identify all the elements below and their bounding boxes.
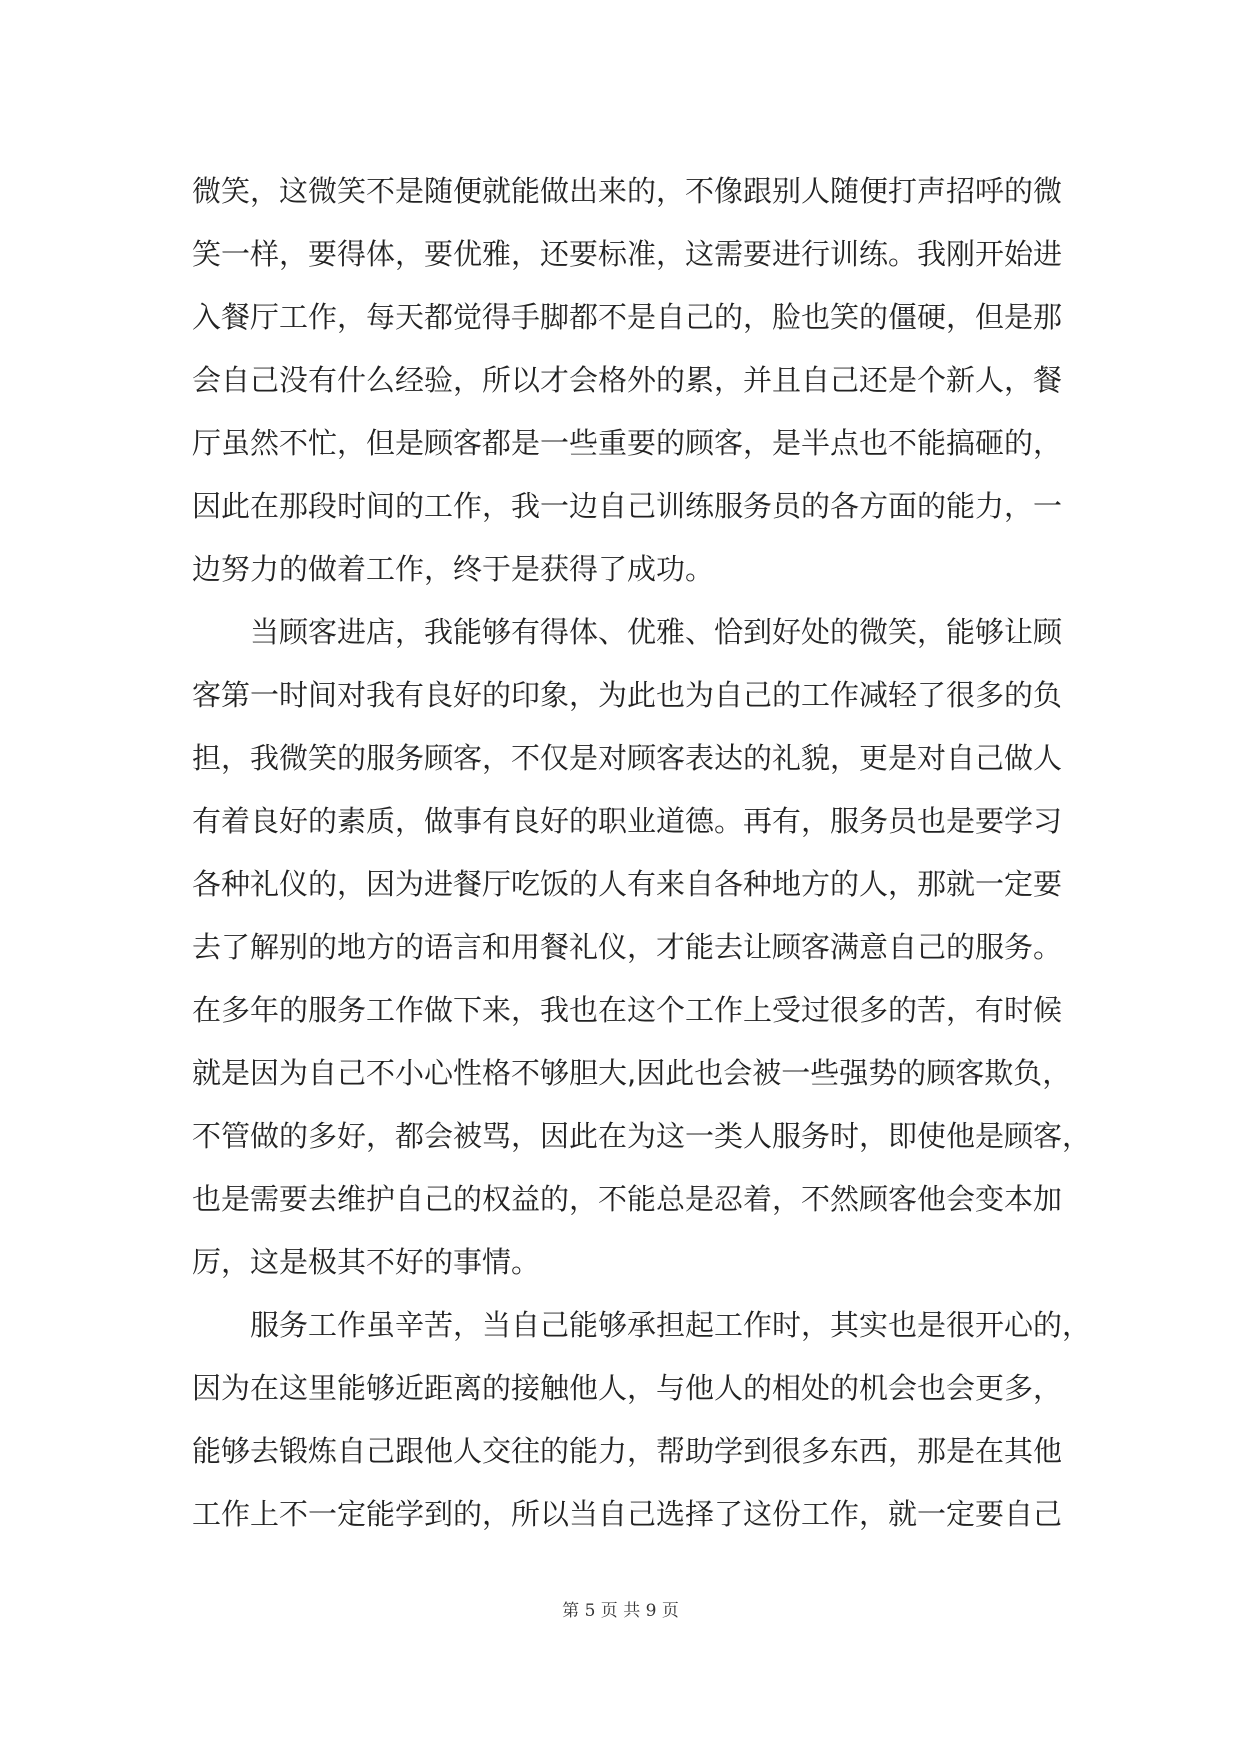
text-line: 工作上不一定能学到的，所以当自己选择了这份工作，就一定要自己 bbox=[192, 1497, 1063, 1531]
text-line: 会自己没有什么经验，所以才会格外的累，并且自己还是个新人，餐 bbox=[192, 363, 1063, 397]
body-text bbox=[192, 160, 1092, 1546]
text-line: 有着良好的素质，做事有良好的职业道德。再有，服务员也是要学习 bbox=[192, 804, 1063, 838]
text-line: 因此在那段时间的工作，我一边自己训练服务员的各方面的能力，一 bbox=[192, 489, 1063, 523]
text-line: 就是因为自己不小心性格不够胆大,因此也会被一些强势的顾客欺负， bbox=[192, 1056, 1072, 1090]
text-line: 不管做的多好，都会被骂，因此在为这一类人服务时，即使他是顾客， bbox=[192, 1119, 1092, 1153]
text-line: 客第一时间对我有良好的印象，为此也为自己的工作减轻了很多的负 bbox=[192, 678, 1063, 712]
text-line: 服务工作虽辛苦，当自己能够承担起工作时，其实也是很开心的， bbox=[250, 1308, 1092, 1342]
text-line: 边努力的做着工作，终于是获得了成功。 bbox=[192, 552, 715, 586]
text-line: 入餐厅工作，每天都觉得手脚都不是自己的，脸也笑的僵硬，但是那 bbox=[192, 300, 1063, 334]
text-line: 因为在这里能够近距离的接触他人，与他人的相处的机会也会更多， bbox=[192, 1371, 1063, 1405]
text-line: 厉，这是极其不好的事情。 bbox=[192, 1245, 541, 1279]
text-line: 去了解别的地方的语言和用餐礼仪，才能去让顾客满意自己的服务。 bbox=[192, 930, 1063, 964]
text-line: 在多年的服务工作做下来，我也在这个工作上受过很多的苦，有时候 bbox=[192, 993, 1063, 1027]
text-line: 厅虽然不忙，但是顾客都是一些重要的顾客，是半点也不能搞砸的， bbox=[192, 426, 1063, 460]
text-line: 笑一样，要得体，要优雅，还要标准，这需要进行训练。我刚开始进 bbox=[192, 237, 1063, 271]
text-line: 当顾客进店，我能够有得体、优雅、恰到好处的微笑，能够让顾 bbox=[250, 615, 1063, 649]
text-line: 也是需要去维护自己的权益的，不能总是忍着，不然顾客他会变本加 bbox=[192, 1182, 1063, 1216]
text-line: 微笑，这微笑不是随便就能做出来的，不像跟别人随便打声招呼的微 bbox=[192, 174, 1063, 208]
page-number-footer: 第 5 页 共 9 页 bbox=[562, 1601, 679, 1621]
text-line: 各种礼仪的，因为进餐厅吃饭的人有来自各种地方的人，那就一定要 bbox=[192, 867, 1063, 901]
text-line: 担，我微笑的服务顾客，不仅是对顾客表达的礼貌，更是对自己做人 bbox=[192, 741, 1063, 775]
text-line: 能够去锻炼自己跟他人交往的能力，帮助学到很多东西，那是在其他 bbox=[192, 1434, 1063, 1468]
